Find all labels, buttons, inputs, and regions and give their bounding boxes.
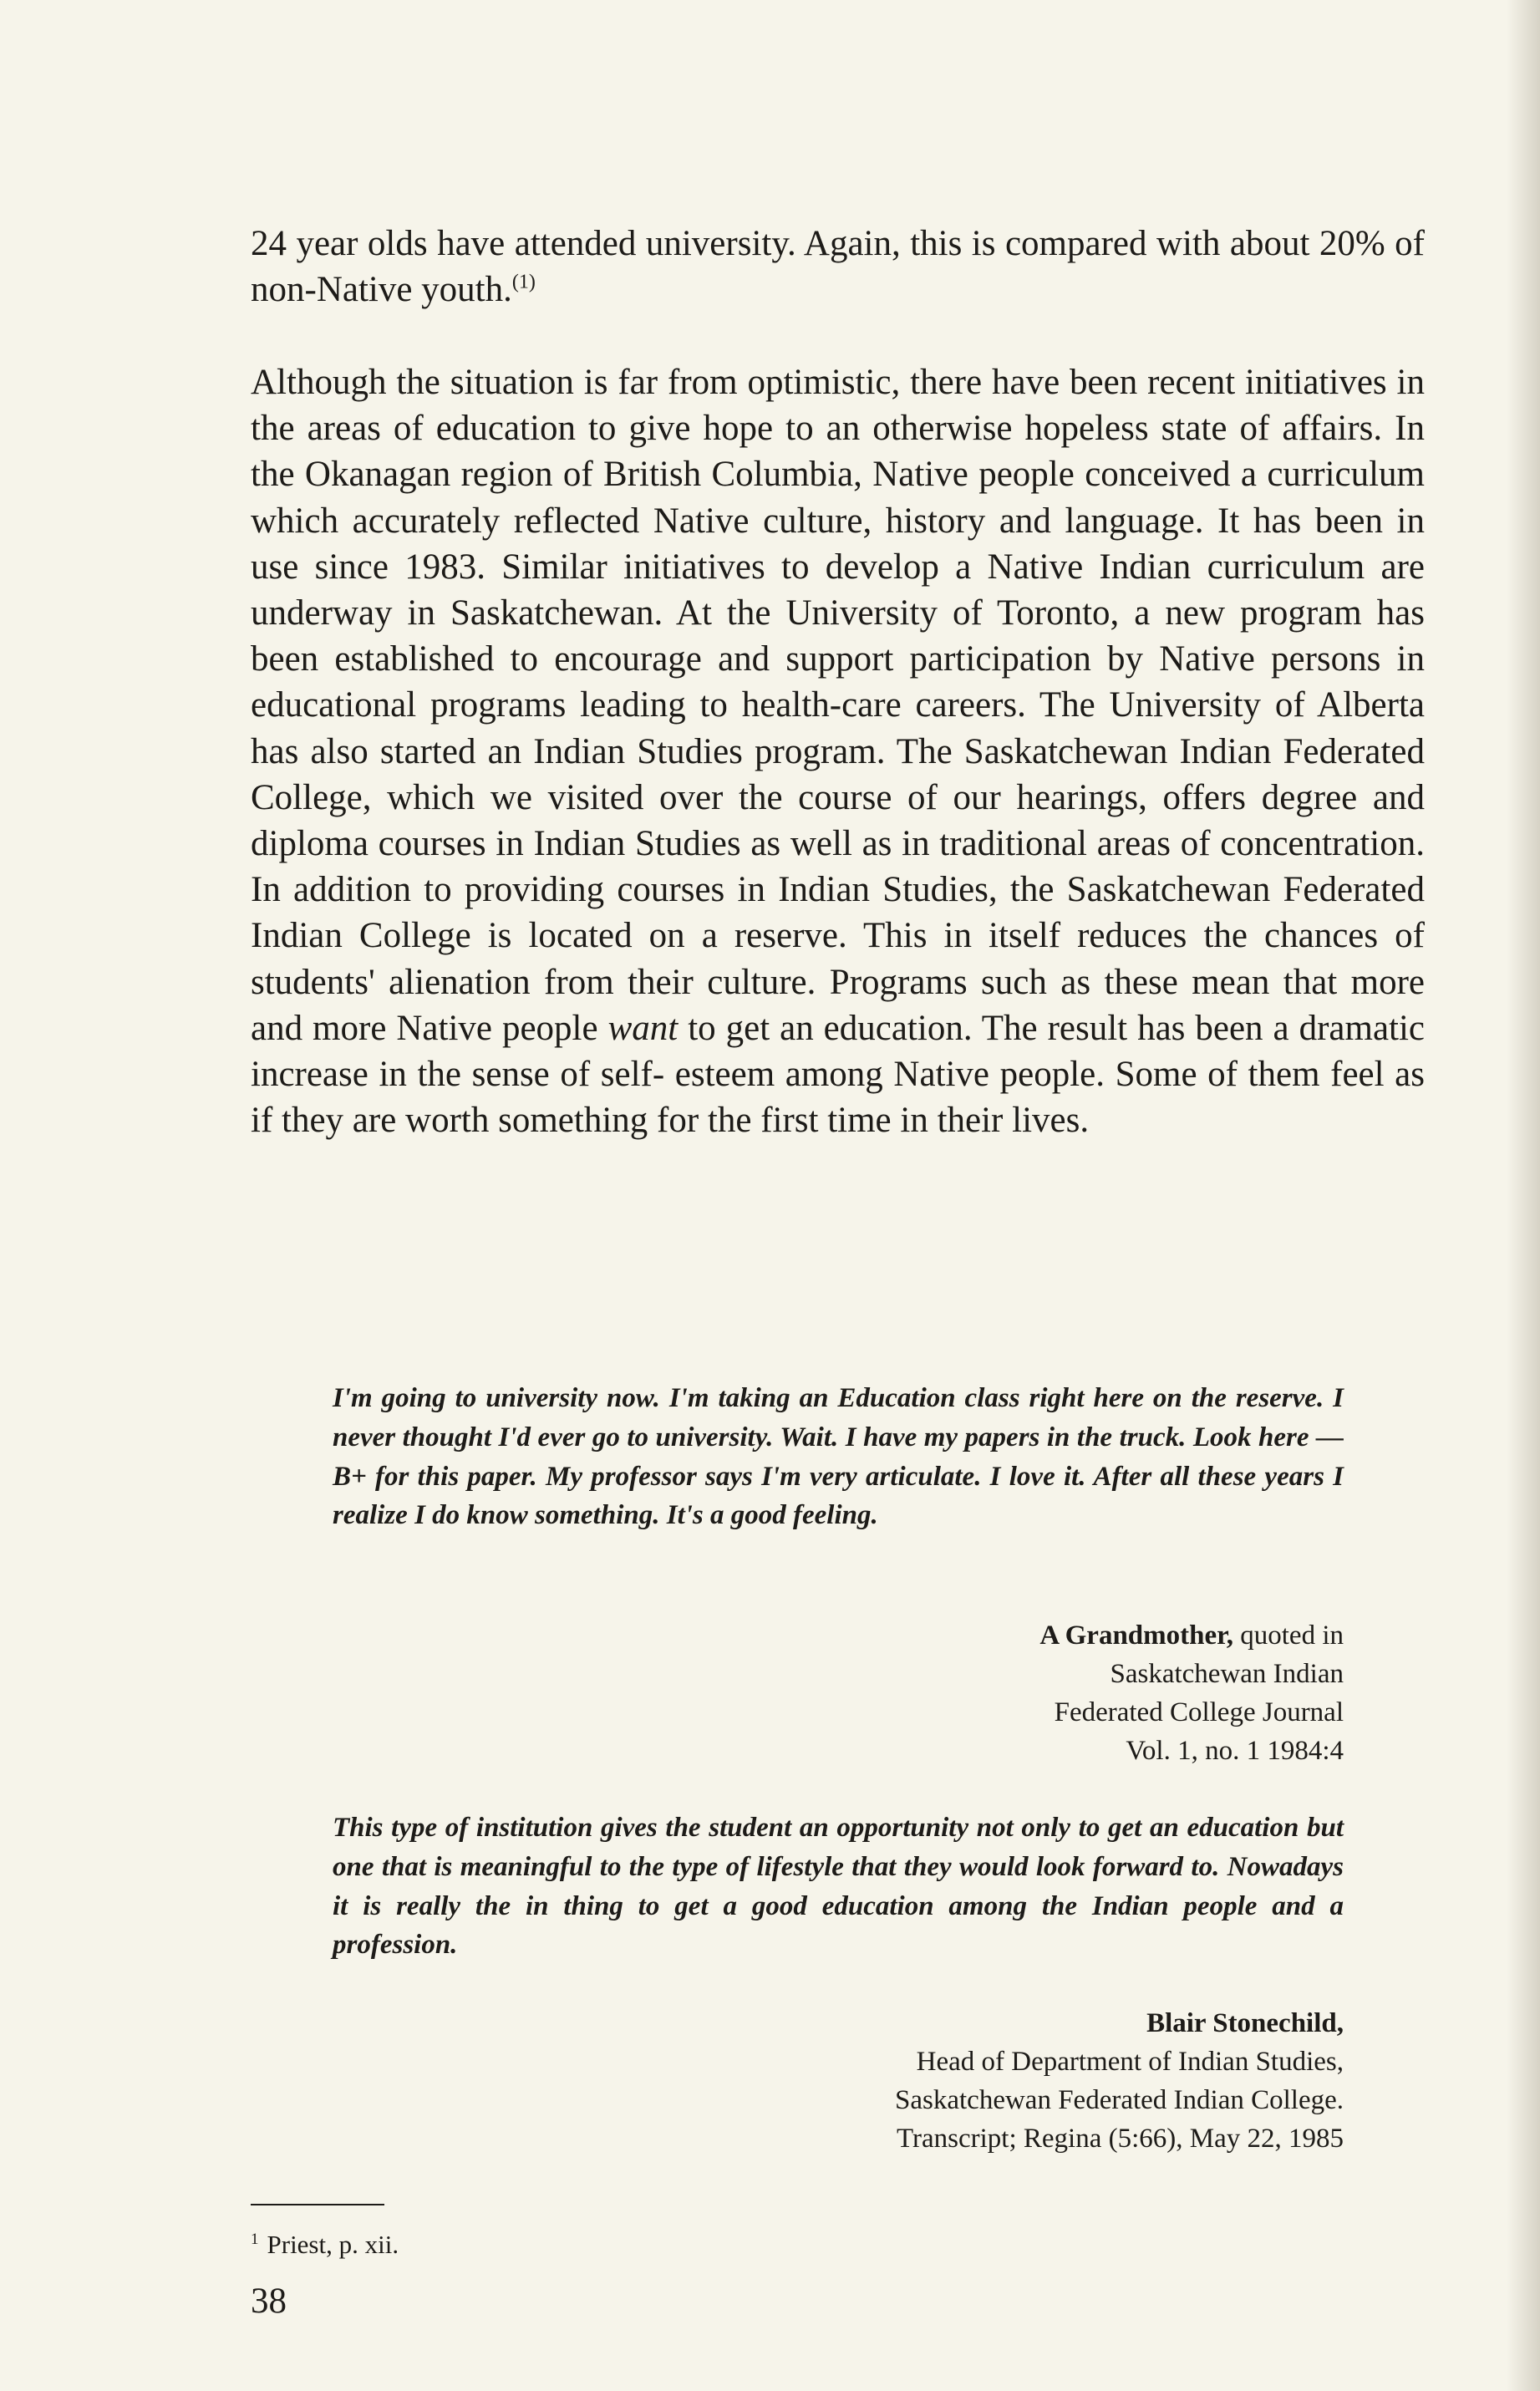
quote-grandmother: I'm going to university now. I'm taking an Education class right here on the reserve. I never thought I'd ever go to university. Wait. I have my papers in the truck. Look here — B+ for this paper. My professor says I'm very articulate. I love it. After all these years I realize I do know something. It's a good feeling. — [333, 1383, 1344, 1531]
footnote-text: Priest, p. xii. — [267, 2230, 399, 2259]
attribution-line-2: Head of Department of Indian Studies, — [916, 2047, 1344, 2077]
attribution-stonechild — [668, 2004, 1344, 2158]
attribution-name-line — [668, 1616, 1344, 1655]
paragraph-2-text-before: Although the situation is far from optimistic, there have been recent initiatives in the areas of education to give hope to an otherwise hopeless state of affairs. In the Okanagan region of British Columbia, Native people conceived a curriculum which accurately reflected Native culture, history and language. It has been in use since 1983. Similar initiatives to develop a Native Indian curriculum are underway in Saskatchewan. At the University of Toronto, a new program has been established to encourage and support participation by Native persons in educational programs leading to health-care careers. The University of Alberta has also started an Indian Studies program. The Saskatchewan Indian Federated College, which we visited over the course of our hearings, offers degree and diploma courses in Indian Studies as well as in traditional areas of concentration. In addition to providing courses in Indian Studies, the Saskatchewan Federated Indian College is located on a reserve. This in itself reduces the chances of students' alienation from their culture. Programs such as these mean that more and more Native people — [251, 363, 1425, 1048]
attribution-line-4: Vol. 1, no. 1 1984:4 — [1126, 1736, 1344, 1766]
paragraph-1 — [251, 221, 1425, 313]
quote-stonechild: This type of institution gives the student an opportunity not only to get an education but one that is meaningful to the type of lifestyle that they would look forward to. Nowadays it is really the in thing to get a good education among the Indian people and a profession. — [333, 1813, 1344, 1961]
attribution-name-suffix: quoted in — [1240, 1620, 1344, 1651]
attribution-name: Blair Stonechild, — [1146, 2008, 1344, 2038]
page-edge-shadow — [1507, 0, 1540, 2391]
page-number: 38 — [251, 2282, 287, 2321]
attribution-name: A Grandmother, — [1039, 1620, 1234, 1651]
footnote — [251, 2228, 399, 2261]
attribution-line-4: Transcript; Regina (5:66), May 22, 1985 — [897, 2124, 1344, 2154]
attribution-line-3: Federated College Journal — [1054, 1697, 1344, 1727]
paragraph-2-text-after: to get an education. The result has been a dramatic increase in the sense of self- esteem among Native people. Some of them feel as if they are worth something for the first time in their lives. — [251, 1008, 1426, 1141]
attribution-grandmother — [668, 1616, 1344, 1770]
paragraph-1-text: 24 year olds have attended university. Again, this is compared with about 20% of non-Native youth. — [251, 224, 1425, 310]
emphasis-want: want — [607, 1008, 679, 1048]
attribution-line-2: Saskatchewan Indian — [1110, 1659, 1344, 1689]
attribution-line-3: Saskatchewan Federated Indian College. — [895, 2085, 1344, 2115]
footnote-reference: (1) — [511, 271, 536, 293]
paragraph-2 — [251, 359, 1425, 1143]
footnote-divider — [251, 2204, 384, 2205]
footnote-number: 1 — [251, 2230, 259, 2248]
